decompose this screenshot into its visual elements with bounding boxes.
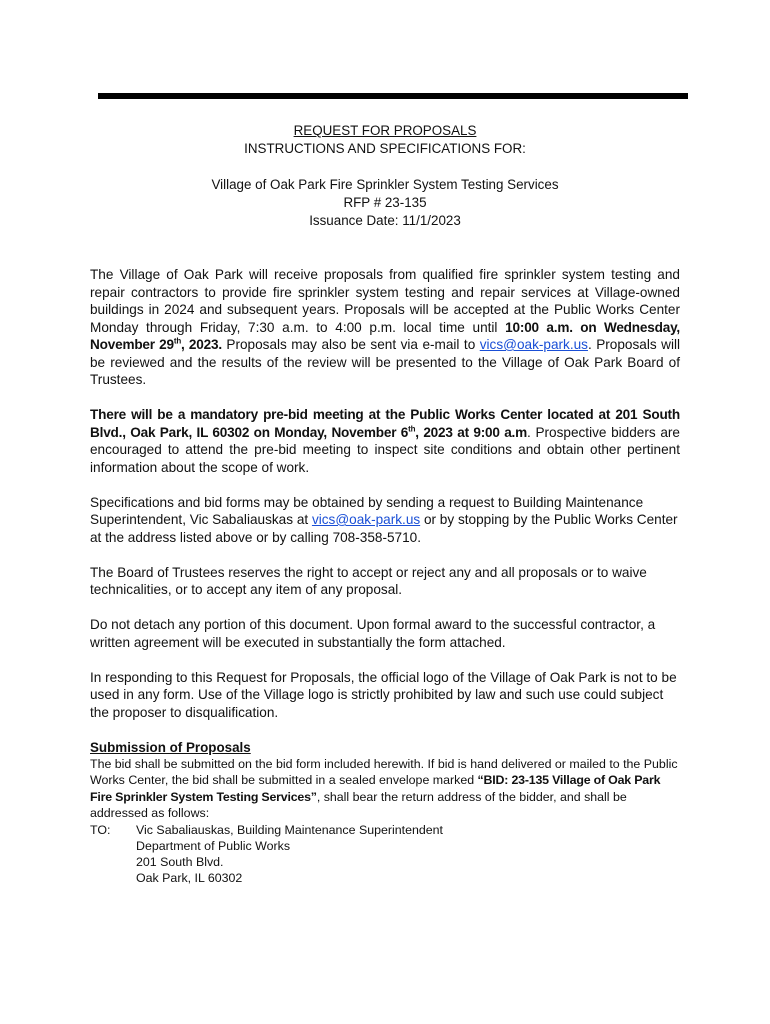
specifications-paragraph: Specifications and bid forms may be obtained by sending a request to Building Maintenance Superintendent, Vic Sabaliauskas at vics@oak-park.us or by stopping by the Public Works Center at the address listed above or by calling 708-358-5710.	[90, 494, 678, 545]
email-link[interactable]: vics@oak-park.us	[479, 337, 588, 352]
document-subtitle: INSTRUCTIONS AND SPECIFICATIONS FOR:	[244, 141, 526, 156]
envelope-marking: “BID: 23-135 Village of Oak Park Fire Sprinkler System Testing Services”	[90, 773, 661, 804]
document-title: REQUEST FOR PROPOSALS	[293, 123, 477, 138]
document-body	[90, 266, 680, 886]
document-header	[90, 122, 680, 230]
mailing-address	[90, 822, 680, 886]
detach-paragraph: Do not detach any portion of this document. Upon formal award to the successful contractor, a written agreement will be executed in substantially the form attached.	[90, 617, 656, 650]
submission-paragraph: The bid shall be submitted on the bid form included herewith. If bid is hand delivered or mailed to the Public Works Center, the bid shall be submitted in a sealed envelope marked “BID: 23-135 Village of Oak Park Fire Sprinkler System Testing Services”, shall bear the return address of the bidder, and shall be addressed as follows:	[90, 756, 678, 820]
board-rights-paragraph: The Board of Trustees reserves the right to accept or reject any and all proposals or to waive technicalities, or to accept any item of any proposal.	[90, 564, 647, 597]
to-label: TO:	[90, 822, 111, 837]
submission-heading: Submission of Proposals	[90, 739, 251, 755]
pre-bid-meeting-text: There will be a mandatory pre-bid meeting at the Public Works Center located at 201 South Blvd., Oak Park, IL 60302 on Monday, November 6th, 2023 at 9:00 a.m	[90, 407, 680, 440]
logo-usage-paragraph: In responding to this Request for Proposals, the official logo of the Village of Oak Park is not to be used in any form. Use of the Village logo is strictly prohibited by law and such use could subject the proposer to disqualification.	[90, 669, 677, 720]
address-line: Vic Sabaliauskas, Building Maintenance Superintendent	[136, 822, 443, 837]
header-rule	[98, 93, 688, 99]
address-line: Oak Park, IL 60302	[136, 870, 243, 885]
address-line: 201 South Blvd.	[136, 854, 224, 869]
project-name: Village of Oak Park Fire Sprinkler System Testing Services	[211, 177, 559, 192]
pre-bid-paragraph: There will be a mandatory pre-bid meeting at the Public Works Center located at 201 South Blvd., Oak Park, IL 60302 on Monday, November 6th, 2023 at 9:00 a.m. Prospective bidders are encouraged to attend the pre-bid meeting to inspect site conditions and obtain other pertinent information about the scope of work.	[90, 407, 680, 475]
email-link[interactable]: vics@oak-park.us	[311, 512, 421, 527]
address-line: Department of Public Works	[136, 838, 291, 853]
intro-paragraph: The Village of Oak Park will receive proposals from qualified fire sprinkler system testing and repair contractors to provide fire sprinkler system testing and repair services at Village-owned buildings in 2024 and subsequent years. Proposals will be accepted at the Public Works Center Monday through Friday, 7:30 a.m. to 4:00 p.m. local time until 10:00 a.m. on Wednesday, November 29th, 2023. Proposals may also be sent via e-mail to vics@oak-park.us. Proposals will be reviewed and the results of the review will be presented to the Village of Oak Park Board of Trustees.	[90, 267, 681, 387]
issuance-date: Issuance Date: 11/1/2023	[309, 213, 461, 228]
deadline-text: 10:00 a.m. on Wednesday, November 29th, 2023.	[90, 319, 681, 352]
rfp-number: RFP # 23-135	[343, 195, 427, 210]
